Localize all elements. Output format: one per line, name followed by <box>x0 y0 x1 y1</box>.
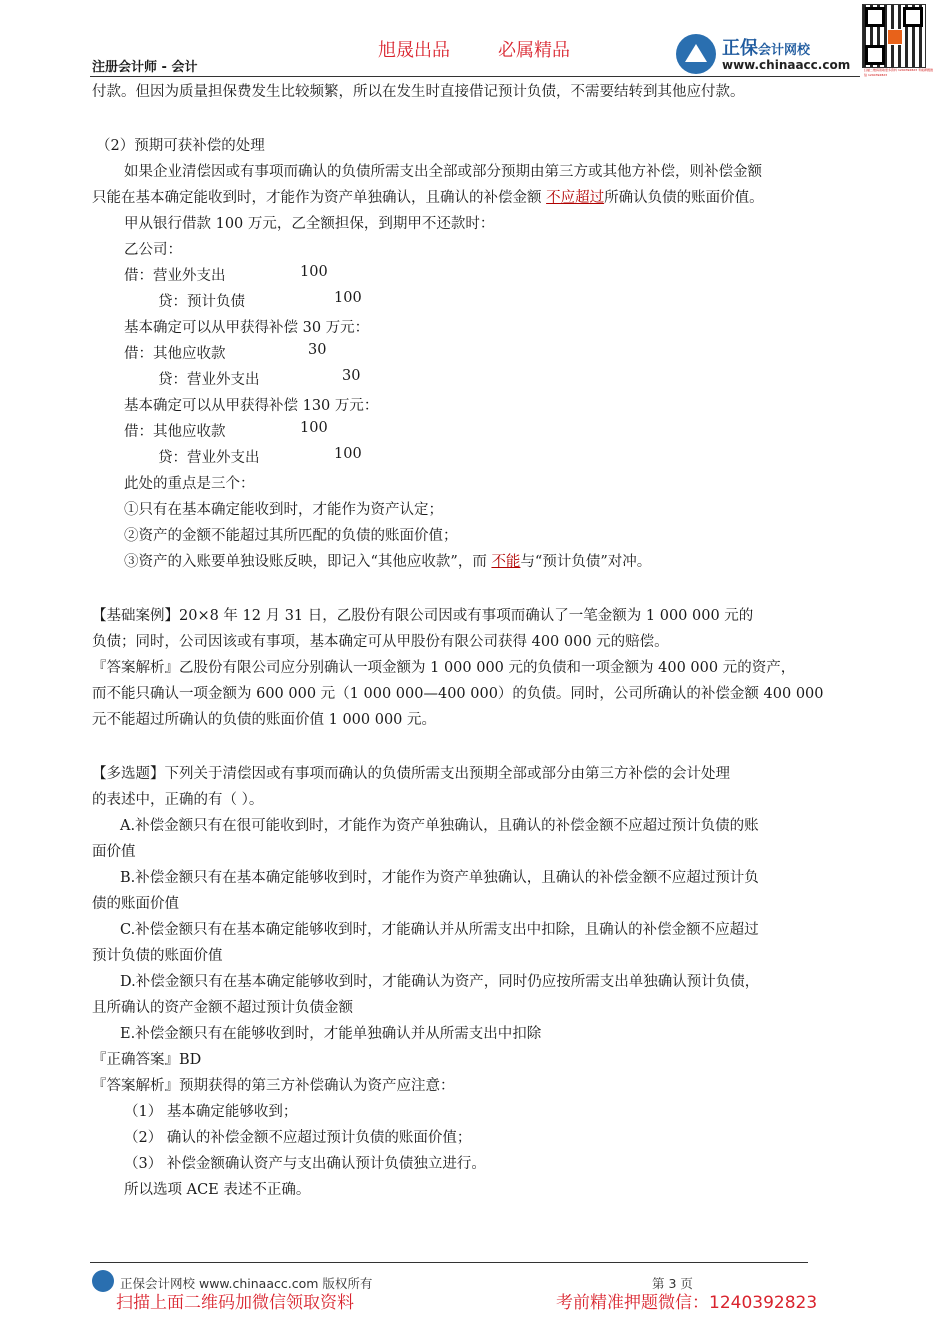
case-line: 元不能超过所确认的负债的账面价值 1 000 000 元。 <box>92 712 437 728</box>
journal-amount: 100 <box>300 420 328 436</box>
question-stem: 【多选题】下列关于清偿因或有事项而确认的负债所需支出预期全部或部分由第三方补偿的会计处理 <box>92 766 730 782</box>
paragraph-line: 乙公司： <box>124 242 182 258</box>
question-stem: 的表述中，正确的有（ ）。 <box>92 792 264 808</box>
footer-copyright: 正保会计网校 www.chinaacc.com 版权所有 <box>120 1276 373 1291</box>
emphasis-text: 不应超过 <box>546 190 605 206</box>
paragraph-line: 此处的重点是三个： <box>124 476 255 492</box>
emphasis-text: 不能 <box>491 554 521 570</box>
journal-debit-label: 借：营业外支出 <box>124 268 226 284</box>
qr-caption: 扫描二维码领取更多资料 1240392823 考前押题微信 1240392823 <box>864 68 933 77</box>
option-d: 且所确认的资产金额不超过预计负债金额 <box>92 1000 353 1016</box>
header-rule <box>90 76 860 77</box>
journal-debit-label: 借：其他应收款 <box>124 346 226 362</box>
list-item: ③资产的入账要单独设账反映，即记入“其他应收款”，而 不能与“预计负债”对冲。 <box>124 554 652 570</box>
paragraph-line: 付款。但因为质量担保费发生比较频繁，所以在发生时直接借记预计负债，不需要结转到其他应付款。 <box>92 84 745 100</box>
journal-amount: 30 <box>342 368 361 384</box>
journal-amount: 100 <box>300 264 328 280</box>
journal-credit-label: 贷：预计负债 <box>158 294 245 310</box>
journal-credit-label: 贷：营业外支出 <box>158 372 260 388</box>
paragraph-line: 甲从银行借款 100 万元，乙全额担保，到期甲不还款时： <box>124 216 495 232</box>
explanation-item: （3） 补偿金额确认资产与支出确认预计负债独立进行。 <box>124 1156 486 1172</box>
chinaacc-logo[interactable] <box>676 32 856 76</box>
qr-code-icon <box>862 4 926 68</box>
paragraph-line: 只能在基本确定能收到时，才能作为资产单独确认，且确认的补偿金额 不应超过所确认负债的账面价值。 <box>92 190 764 206</box>
promo-right: 考前精准押题微信：1240392823 <box>556 1293 818 1313</box>
case-line: 『答案解析』乙股份有限公司应分别确认一项金额为 1 000 000 元的负债和一项金额为 400 000 元的资产， <box>92 660 796 676</box>
logo-url: www.chinaacc.com <box>722 58 851 72</box>
slogan-right: 必属精品 <box>498 40 570 61</box>
list-item: ②资产的金额不能超过其所匹配的负债的账面价值； <box>124 528 458 544</box>
footer-logo-icon <box>92 1270 114 1292</box>
case-line: 而不能只确认一项金额为 600 000 元（1 000 000—400 000）的负债。同时，公司所确认的补偿金额 400 000 <box>92 686 824 702</box>
list-item: ①只有在基本确定能收到时，才能作为资产认定； <box>124 502 443 518</box>
journal-amount: 100 <box>334 446 362 462</box>
journal-amount: 100 <box>334 290 362 306</box>
paragraph-line: 如果企业清偿因或有事项而确认的负债所需支出全部或部分预期由第三方或其他方补偿，则补偿金额 <box>124 164 762 180</box>
logo-name: 正保会计网校 <box>722 38 811 59</box>
paragraph-line: 基本确定可以从甲获得补偿 30 万元： <box>124 320 370 336</box>
option-e: E.补偿金额只有在能够收到时，才能单独确认并从所需支出中扣除 <box>120 1026 542 1042</box>
explanation-item: （1） 基本确定能够收到； <box>124 1104 298 1120</box>
explanation-item: （2） 确认的补偿金额不应超过预计负债的账面价值； <box>124 1130 472 1146</box>
paragraph-line: 基本确定可以从甲获得补偿 130 万元： <box>124 398 379 414</box>
journal-debit-label: 借：其他应收款 <box>124 424 226 440</box>
logo-emblem-icon <box>676 34 716 74</box>
journal-amount: 30 <box>308 342 327 358</box>
explanation-item: 所以选项 ACE 表述不正确。 <box>124 1182 311 1198</box>
slogan-left: 旭晟出品 <box>378 40 450 61</box>
option-c: C.补偿金额只有在基本确定能够收到时，才能确认并从所需支出中扣除，且确认的补偿金额不应超过 <box>120 922 759 938</box>
case-line: 负债；同时，公司因该或有事项，基本确定可从甲股份有限公司获得 400 000 元的赔偿。 <box>92 634 669 650</box>
option-a: A.补偿金额只有在很可能收到时，才能作为资产单独确认，且确认的补偿金额不应超过预计负债的账 <box>120 818 759 834</box>
answer-explanation: 『答案解析』预期获得的第三方补偿确认为资产应注意： <box>92 1078 455 1094</box>
option-b: 债的账面价值 <box>92 896 179 912</box>
footer-rule <box>90 1262 808 1263</box>
option-c: 预计负债的账面价值 <box>92 948 223 964</box>
page-number: 第 3 页 <box>652 1276 693 1291</box>
case-line: 【基础案例】20×8 年 12 月 31 日，乙股份有限公司因或有事项而确认了一笔金额为 1 000 000 元的 <box>92 608 754 624</box>
section-heading: （2）预期可获补偿的处理 <box>96 138 265 154</box>
option-b: B.补偿金额只有在基本确定能够收到时，才能作为资产单独确认，且确认的补偿金额不应超过预计负 <box>120 870 759 886</box>
journal-credit-label: 贷：营业外支出 <box>158 450 260 466</box>
header-course-title: 注册会计师 - 会计 <box>92 60 198 75</box>
option-d: D.补偿金额只有在基本确定能够收到时，才能确认为资产，同时仍应按所需支出单独确认预计负债， <box>120 974 760 990</box>
option-a: 面价值 <box>92 844 136 860</box>
correct-answer: 『正确答案』BD <box>92 1052 202 1068</box>
promo-left: 扫描上面二维码加微信领取资料 <box>116 1293 354 1313</box>
